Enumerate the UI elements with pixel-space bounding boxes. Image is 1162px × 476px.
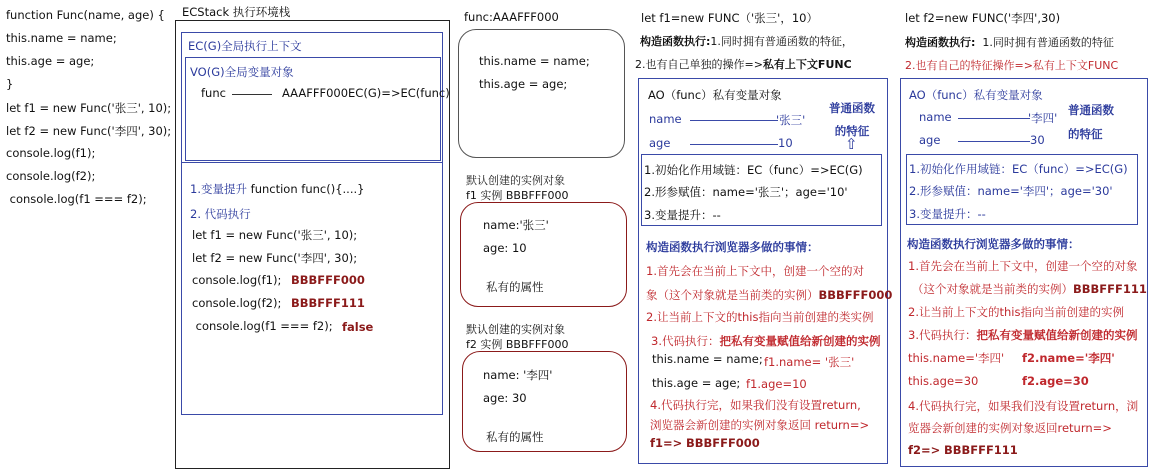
inst1-private: 私有的属性 — [486, 280, 544, 294]
code-line: let f2 = new Func('李四', 30); — [6, 124, 172, 138]
f2-feature-a: 普通函数 — [1068, 103, 1114, 117]
code-line: this.name = name; — [6, 31, 117, 45]
code-line: console.log(f2); — [6, 169, 96, 183]
f2-scope: 1.初始化作用域链：EC（func）=>EC(G) — [909, 162, 1128, 176]
inst1-title: 默认创建的实例对象 — [466, 174, 565, 187]
exec-result: BBBFFF111 — [291, 296, 365, 310]
inst2-private: 私有的属性 — [486, 430, 544, 444]
func-body-line: this.age = age; — [479, 77, 568, 91]
f1-name-val: '张三' — [776, 113, 806, 127]
f1-b3d2: f1.age=10 — [746, 377, 807, 391]
f1-feature-b: 数 — [863, 101, 875, 115]
f1-b2: 2.让当前上下文的this指向当前创建的类实例 — [646, 310, 874, 324]
f2-hoist: 3.变量提升：-- — [909, 207, 986, 221]
f2-age-val: 30 — [1030, 133, 1045, 147]
exec-result: false — [342, 320, 374, 334]
func-heap-box — [458, 29, 625, 158]
exec-line: console.log(f1); — [192, 273, 282, 287]
f1-b3c2: f1.name= '张三' — [764, 355, 855, 369]
exec-line: console.log(f2); — [192, 296, 282, 310]
ecg-label: EC(G)全局执行上下文 — [188, 39, 302, 53]
f1-browser-title: 构造函数执行浏览器多做的事情： — [646, 240, 819, 254]
f2-b3c2: f2.name='李四' — [1022, 351, 1115, 365]
f2-age-line — [958, 141, 1030, 142]
f2-name-val: '李四' — [1028, 111, 1058, 125]
f1-b4: 4.代码执行完，如果我们没有设置return, — [650, 398, 861, 412]
f1-name-line — [690, 120, 778, 121]
f1-name-key: name — [649, 112, 682, 126]
exec-line: let f2 = new Func('李四', 30); — [192, 251, 358, 265]
code-line: this.age = age; — [6, 54, 95, 68]
f1-b4c: f1=> — [650, 436, 683, 450]
f2-b4c: f2=> — [908, 443, 941, 457]
inst1-age: age: 10 — [483, 241, 527, 255]
f2-b1c: BBBFFF111 — [1073, 282, 1147, 296]
f2-params: 2.形参赋值：name='李四'；age='30' — [909, 184, 1113, 198]
code-line: function Func(name, age) { — [6, 8, 165, 22]
step1-label: 1.变量提升 — [190, 182, 247, 196]
f1-scope: 1.初始化作用域链：EC（func）=>EC(G) — [644, 163, 863, 177]
f2-b1: 1.首先会在当前上下文中，创建一个空的对象 — [908, 259, 1138, 273]
f1-params: 2.形参赋值：name='张三'；age='10' — [644, 185, 848, 199]
ecg-divider — [182, 162, 442, 163]
code-line: } — [6, 77, 14, 91]
step2-label: 2. 代码执行 — [190, 207, 251, 221]
f1-heading: let f1=new FUNC（'张三'，10） — [641, 11, 818, 25]
f2-b1b: （这个对象就是当前类的实例） — [912, 282, 1073, 296]
f1-b3d1: this.age = age; — [652, 376, 741, 390]
f2-name-key: name — [919, 110, 952, 124]
exec-result: BBBFFF000 — [291, 273, 365, 287]
f1-b1c: BBBFFF000 — [818, 288, 893, 302]
func-var-value: AAAFFF000EC(G)=>EC(func) — [282, 86, 450, 100]
f2-age-key: age — [919, 133, 941, 147]
f1-feature-c: 的特征 — [834, 124, 870, 138]
inst2-title: 默认创建的实例对象 — [466, 323, 565, 336]
f1-b3b: 把私有变量赋值给新创建的实例 — [719, 334, 881, 348]
f1-ctor-label: 构造函数执行: — [640, 35, 711, 48]
f2-b4b: 览器会新创建的实例对象返回return=> — [908, 421, 1112, 435]
inst1-sub: f1 实例 BBBFFF000 — [466, 189, 569, 202]
f2-b3d1: this.age=30 — [908, 374, 979, 388]
f2-heading: let f2=new FUNC('李四',30) — [905, 11, 1061, 25]
f2-feature-note — [1068, 98, 1114, 146]
f2-b3b: 把私有变量赋值给新创建的实例 — [976, 328, 1138, 342]
f1-hoist: 3.变量提升：-- — [644, 208, 721, 222]
inst1-name: name:'张三' — [483, 218, 549, 232]
f1-ctor-text: 1.同时拥有普通函数的特征， — [710, 35, 853, 48]
code-line: let f1 = new Func('张三', 10); — [6, 101, 172, 115]
func-var-label: func — [201, 86, 226, 100]
f1-age-line — [690, 144, 778, 145]
f1-age-val: 10 — [778, 136, 793, 150]
f1-age-key: age — [649, 136, 671, 150]
code-line: console.log(f1); — [6, 146, 96, 160]
f2-b3d2: f2.age=30 — [1022, 374, 1089, 388]
step1-code: function func(){....} — [250, 182, 365, 196]
inst2-age: age: 30 — [483, 391, 527, 405]
inst2-sub: f2 实例 BBBFFF000 — [466, 338, 569, 351]
f2-b3c1: this.name='李四' — [908, 351, 1005, 365]
f2-browser-title: 构造函数执行浏览器多做的事情： — [907, 237, 1080, 251]
f1-b3c1: this.name = name; — [652, 352, 763, 366]
f2-ctor-line2: 2.也有自己的特征操作=>私有上下文FUNC — [905, 59, 1119, 72]
up-arrow-icon: ⇧ — [845, 135, 858, 153]
f1-feature-a: 普通函 — [829, 101, 864, 115]
f1-ctor-line2: 2.也有自己单独的操作=> — [635, 58, 763, 71]
f1-ctor-line2-bold: 私有上下文FUNC — [762, 58, 852, 71]
f2-ctor-label: 构造函数执行: — [905, 36, 976, 49]
code-line: console.log(f1 === f2); — [6, 192, 147, 206]
vog-label: VO(G)全局变量对象 — [190, 65, 294, 79]
f1-b4b: 浏览器会新创建的实例对象返回 return=> — [650, 418, 870, 432]
f1-ao-label: AO（func）私有变量对象 — [648, 88, 782, 102]
exec-line: let f1 = new Func('张三', 10); — [192, 228, 358, 242]
f1-b1: 1.首先会在当前上下文中，创建一个空的对 — [646, 264, 864, 278]
func-arrow-line — [232, 94, 272, 95]
ecstack-title: ECStack 执行环境栈 — [182, 5, 291, 19]
f2-b4: 4.代码执行完，如果我们没有设置return，浏 — [908, 399, 1139, 413]
f2-b4d: BBBFFF111 — [943, 443, 1018, 457]
f2-ctor-text: 1.同时拥有普通函数的特征 — [975, 36, 1114, 49]
f2-name-line — [958, 118, 1030, 119]
f1-b1b: 象（这个对象就是当前类的实例） — [646, 288, 819, 302]
f1-b3a: 3.代码执行： — [651, 334, 720, 348]
inst2-name: name: '李四' — [483, 368, 553, 382]
exec-line: console.log(f1 === f2); — [192, 319, 333, 333]
f2-ao-label: AO（func）私有变量对象 — [909, 88, 1043, 102]
f2-b3a: 3.代码执行： — [908, 328, 977, 342]
f1-b4d: BBBFFF000 — [685, 436, 760, 450]
f2-b2: 2.让当前上下文的this指向当前创建的实例 — [908, 305, 1124, 319]
func-heap-title: func:AAAFFF000 — [464, 10, 559, 24]
f2-feature-b: 的特征 — [1068, 127, 1103, 141]
func-body-line: this.name = name; — [479, 54, 590, 68]
